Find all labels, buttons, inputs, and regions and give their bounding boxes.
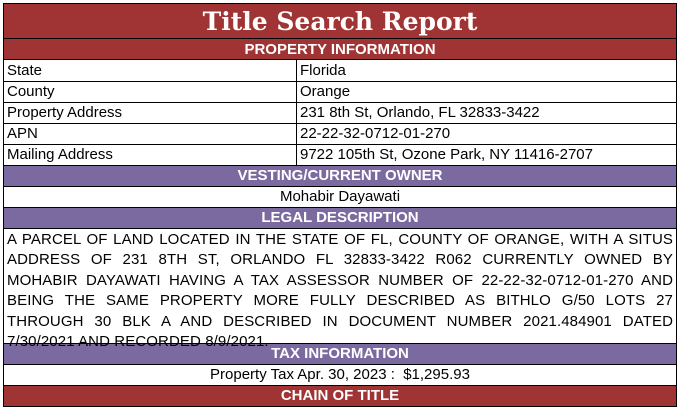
property-label: Mailing Address [4,144,297,165]
property-value: 22-22-32-0712-01-270 [297,123,677,144]
property-label: APN [4,123,297,144]
table-row [4,81,677,102]
title-search-report [3,3,677,407]
table-row [4,102,677,123]
current-owner: Mohabir Dayawati [3,187,677,208]
section-vesting-current-owner: VESTING/CURRENT OWNER [3,166,677,187]
report-title: Title Search Report [3,3,677,39]
legal-description-text: A PARCEL OF LAND LOCATED IN THE STATE OF FL, COUNTY OF ORANGE, WITH A SITUS ADDRESS OF 231 8TH ST, ORLANDO FL 32833-3422 R062 CURRENTLY OWNED BY MOHABIR DAYAWATI HAVING A TAX ASSESSOR NUMBER OF 22-22-32-0712-01-270 AND BEING THE SAME PROPERTY MORE FULLY DESCRIBED AS BITHLO G/50 LOTS 27 THROUGH 30 BLK A AND DESCRIBED IN DOCUMENT NUMBER 2021.484901 DATED 7/30/2021 AND RECORDED 8/9/2021. [3,229,677,344]
property-value: Orange [297,81,677,102]
property-tax-line: Property Tax Apr. 30, 2023 : $1,295.93 [3,365,677,386]
section-tax-information: TAX INFORMATION [3,344,677,365]
section-property-information: PROPERTY INFORMATION [3,39,677,60]
property-value: Florida [297,60,677,81]
section-chain-of-title: CHAIN OF TITLE [3,386,677,407]
property-label: County [4,81,297,102]
property-label: State [4,60,297,81]
table-row [4,60,677,81]
property-information-table [3,60,677,166]
table-row [4,123,677,144]
section-legal-description: LEGAL DESCRIPTION [3,208,677,229]
property-value: 9722 105th St, Ozone Park, NY 11416-2707 [297,144,677,165]
property-label: Property Address [4,102,297,123]
table-row [4,144,677,165]
property-value: 231 8th St, Orlando, FL 32833-3422 [297,102,677,123]
